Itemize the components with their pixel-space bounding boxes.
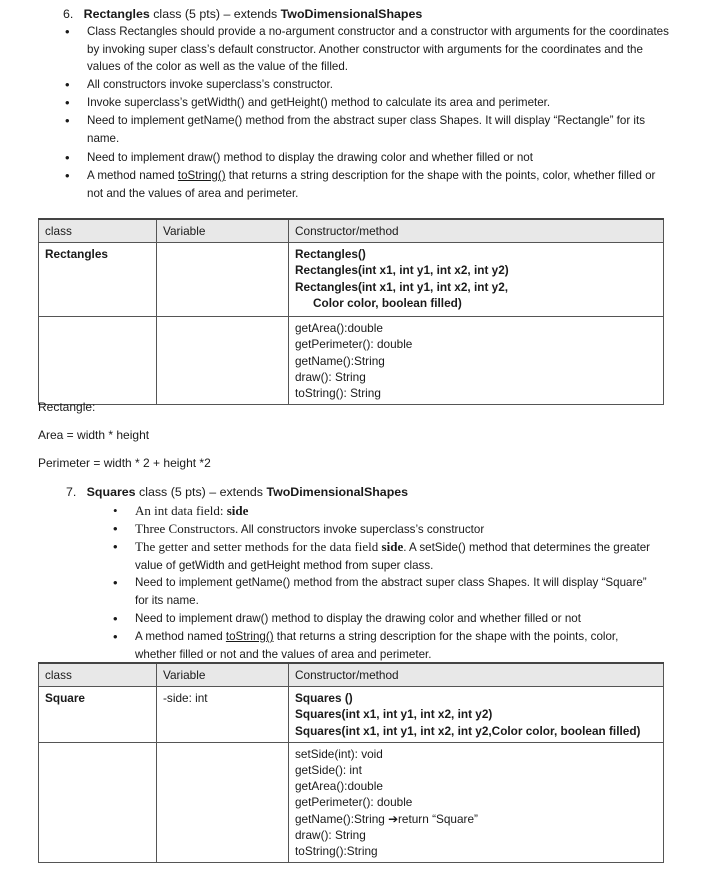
rect-bullet-1: • Class Rectangles should provide a no-argument constructor and a constructor with arguments for the coordinates by invoking super class’s default constructor. Another constructor with arguments for the coordinates and the values of the color as well as the value of the filled. [65,24,669,74]
header-class: class [39,663,157,687]
square-bullet-1: • An int data field: side [113,503,249,518]
squares-heading: 7. Squares class (5 pts) – extends TwoDimensionalShapes [66,485,409,499]
header-method: Constructor/method [289,219,664,243]
constructors-cell: Squares () Squares(int x1, int y1, int x2, int y2) Squares(int x1, int y1, int x2, int y2,Color color, boolean filled) [289,687,664,743]
rectangles-title: Rectangles [83,7,150,21]
rect-bullet-3: • Invoke superclass’s getWidth() and getHeight() method to calculate its area and perimeter. [65,95,551,110]
class-name-cell: Square [39,687,157,743]
rect-bullet-2: • All constructors invoke superclass’s constructor. [65,77,333,92]
variable-cell: -side: int [157,687,289,743]
header-variable: Variable [157,219,289,243]
rectangles-uml-table [38,218,664,405]
table-row [39,742,664,862]
tostring-reference: toString() [225,630,274,643]
perimeter-formula: Perimeter = width * 2 + height *2 [38,456,211,470]
header-class: class [39,219,157,243]
bullet-icon: • [113,629,118,644]
rect-bullet-4: • Need to implement getName() method from the abstract super class Shapes. It will display “Rectangle” for its name. [65,113,646,145]
area-formula: Area = width * height [38,428,150,442]
bullet-icon: • [65,95,70,110]
table-header-row [39,663,664,687]
table-row [39,317,664,405]
bullet-icon: • [65,24,70,39]
table-row [39,687,664,743]
bullet-icon: • [113,539,118,554]
bullet-icon: • [113,503,118,518]
rect-bullet-5: • Need to implement draw() method to display the drawing color and whether filled or not [65,150,533,165]
square-bullet-2: • Three Constructors. All constructors invoke superclass’s constructor [113,521,485,536]
bullet-icon: • [65,168,70,183]
constructors-cell: Rectangles() Rectangles(int x1, int y1, int x2, int y2) Rectangles(int x1, int y1, int x2, int y2, Color color, boolean filled) [289,243,664,317]
rectangles-heading: 6. Rectangles class (5 pts) – extends TwoDimensionalShapes [63,7,423,21]
bullet-icon: • [65,77,70,92]
rect-bullet-6: • A method named toString() that returns a string description for the shape with the points, color, whether filled or not and the values of area and perimeter. [65,168,656,200]
square-uml-table [38,662,664,863]
table-row [39,243,664,317]
methods-cell: getArea():double getPerimeter(): double getName():String draw(): String toString(): String [289,317,664,405]
bullet-icon: • [65,113,70,128]
squares-title: Squares [86,485,136,499]
variable-cell [157,243,289,317]
square-bullet-5: • Need to implement draw() method to display the drawing color and whether filled or not [113,611,581,626]
class-name-cell: Rectangles [39,243,157,317]
rectangle-label: Rectangle: [38,400,96,414]
bullet-icon: • [113,611,118,626]
square-bullet-3: • The getter and setter methods for the data field side. A setSide() method that determines the greater value of getWidth and getHeight method from super class. [113,539,651,572]
methods-cell: setSide(int): void getSide(): int getArea():double getPerimeter(): double getName():String ➔return “Square” draw(): String toString():String [289,742,664,862]
header-variable: Variable [157,663,289,687]
tostring-reference: toString() [177,169,226,182]
bullet-icon: • [113,521,118,536]
square-bullet-6: • A method named toString() that returns a string description for the shape with the points, color, whether filled or not and the values of area and perimeter. [113,629,619,661]
bullet-icon: • [113,575,118,590]
header-method: Constructor/method [289,663,664,687]
square-bullet-4: • Need to implement getName() method from the abstract super class Shapes. It will display “Square” for its name. [113,575,647,607]
bullet-icon: • [65,150,70,165]
table-header-row [39,219,664,243]
